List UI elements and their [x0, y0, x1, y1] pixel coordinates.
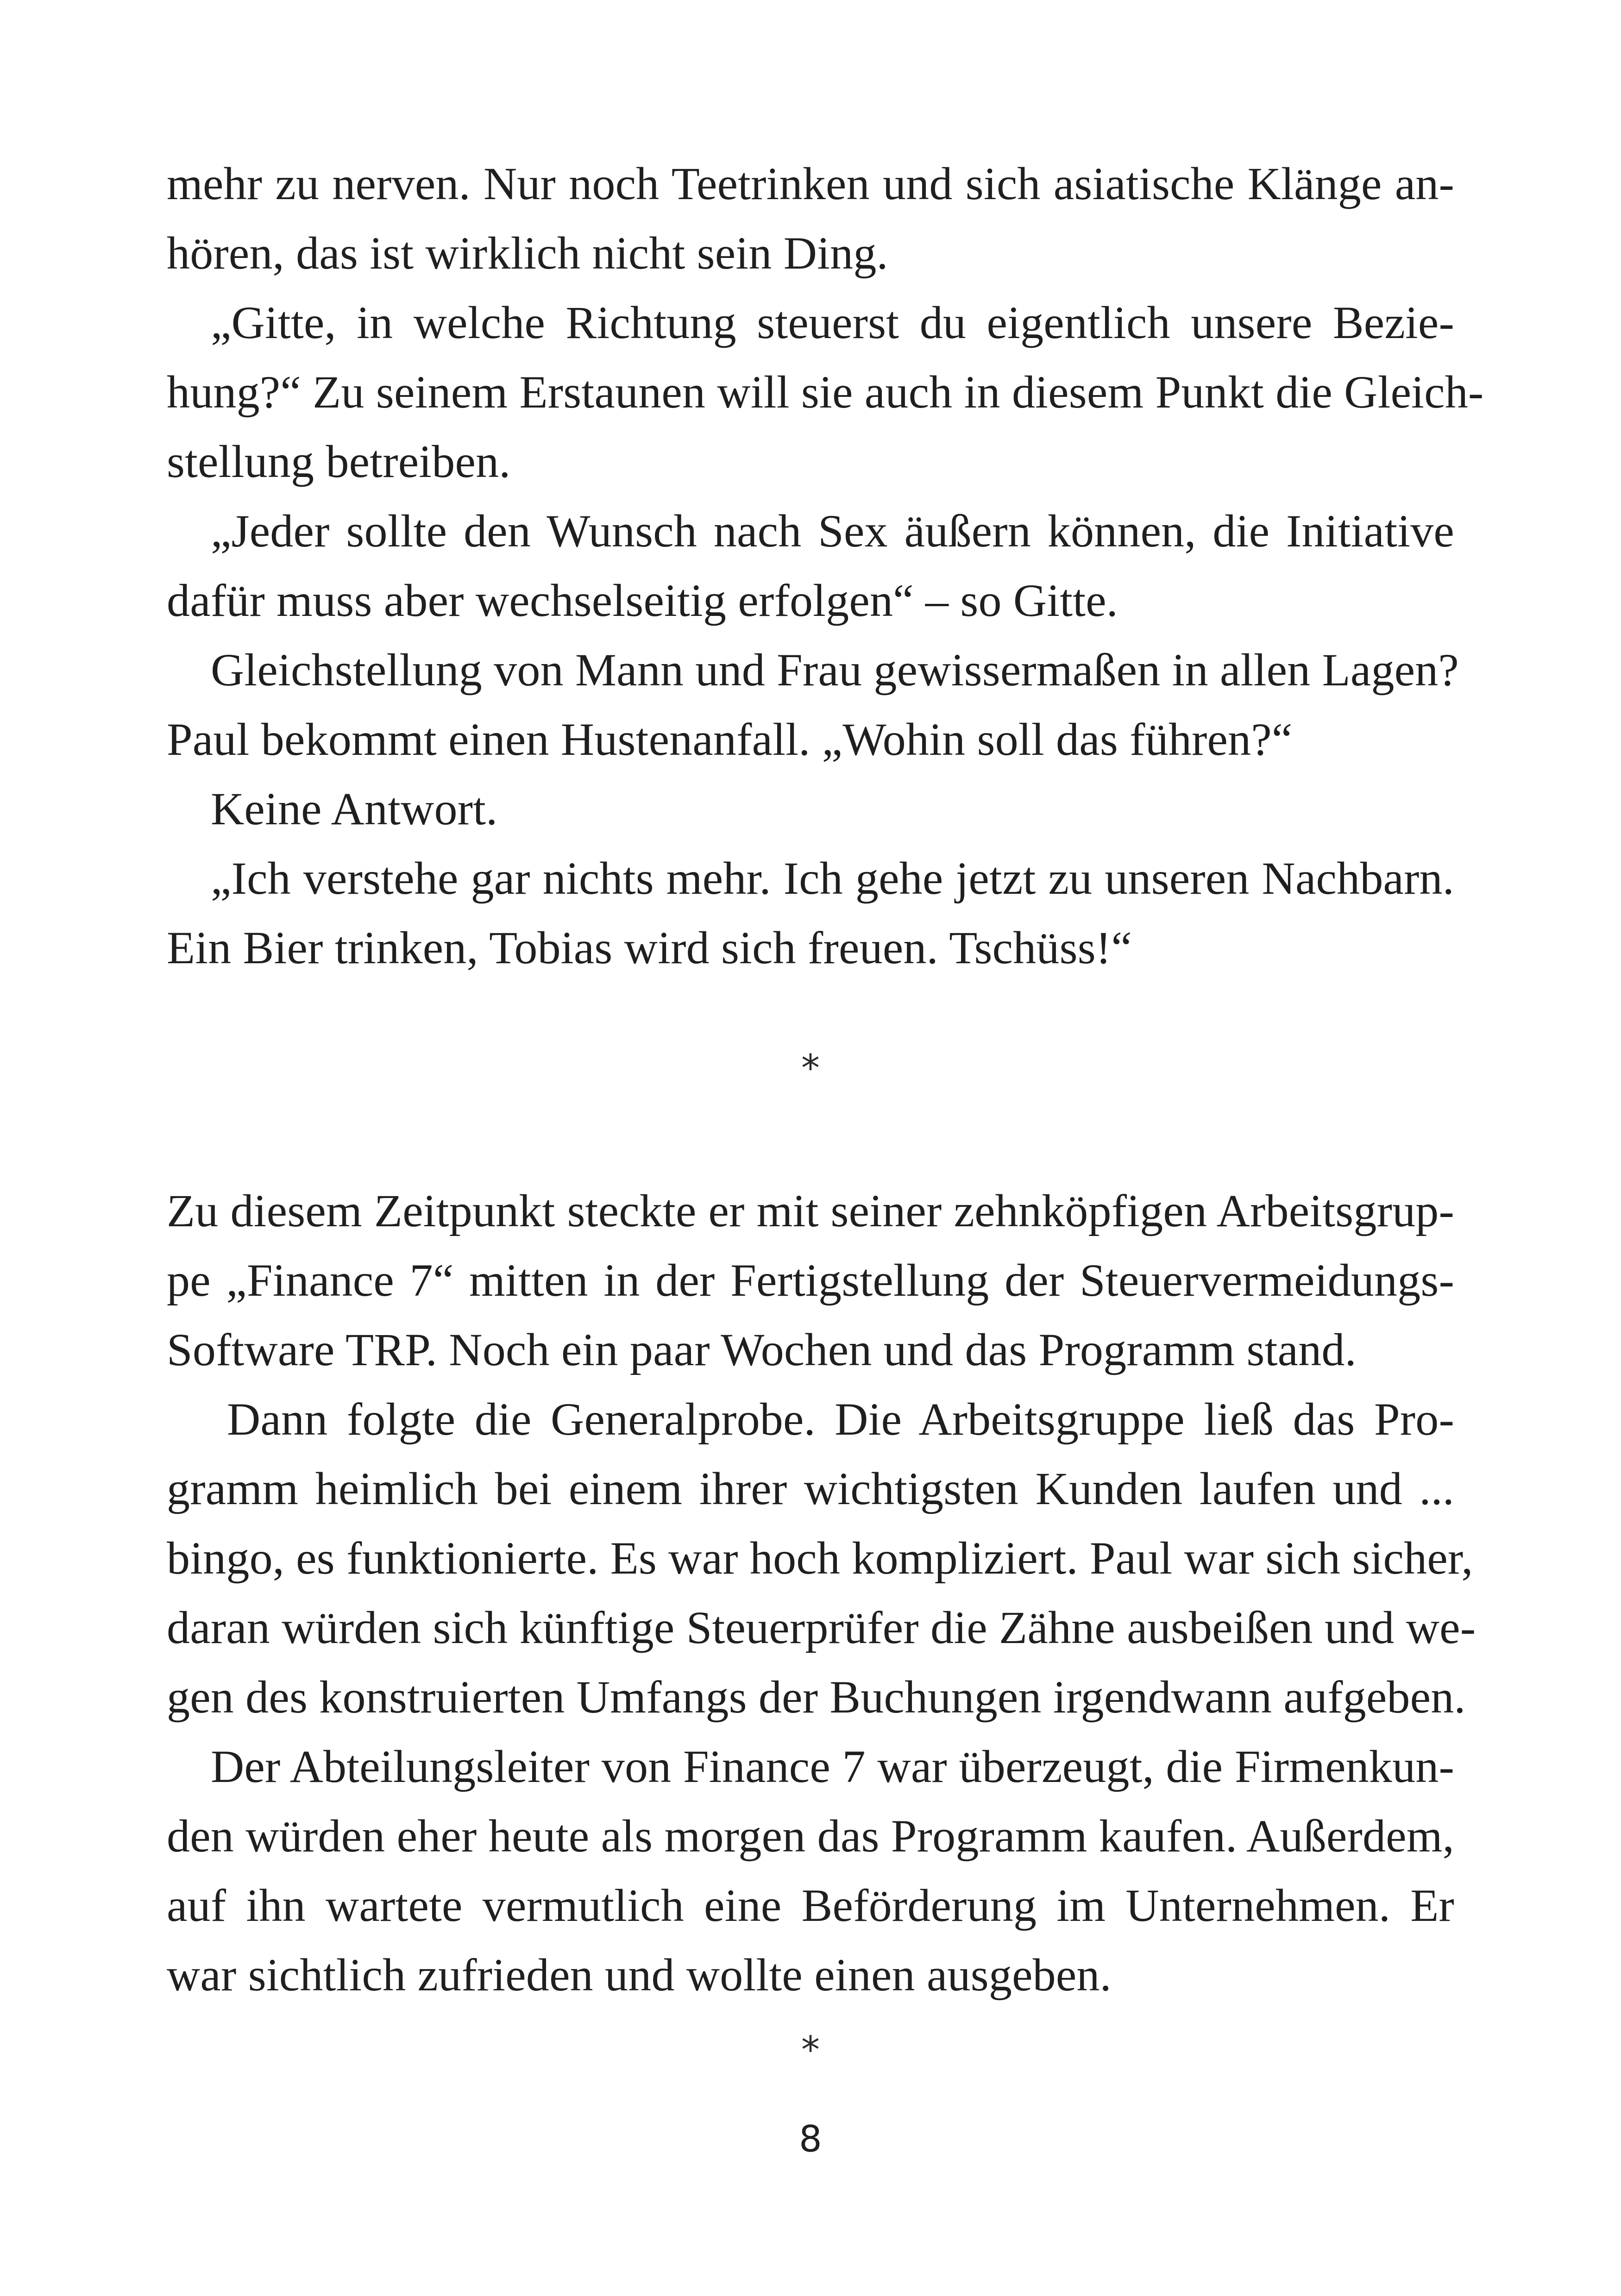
text-line: Keine Antwort. — [211, 783, 498, 834]
text-line: stellung betreiben. — [167, 436, 511, 487]
text-section-1 — [167, 149, 1484, 983]
text-line: war sichtlich zufrieden und wollte einen ausgeben. — [167, 1949, 1112, 2001]
text-line: Gleichstellung von Mann und Frau gewissermaßen in allen Lagen? — [211, 644, 1459, 696]
text-line: Software TRP. Noch ein paar Wochen und das Programm stand. — [167, 1324, 1357, 1375]
text-line: den würden eher heute als morgen das Programm kaufen. Außerdem, — [167, 1810, 1454, 1862]
text-line: dafür muss aber wechselseitig erfolgen“ – so Gitte. — [167, 575, 1118, 626]
text-line: Der Abteilungsleiter von Finance 7 war überzeugt, die Firmenkun- — [211, 1741, 1454, 1792]
text-line: Zu diesem Zeitpunkt steckte er mit seiner zehnköpfigen Arbeitsgrup- — [167, 1185, 1454, 1236]
text-line: „Gitte, in welche Richtung steuerst du eigentlich unsere Bezie- — [211, 297, 1454, 348]
text-line: Paul bekommt einen Hustenanfall. „Wohin soll das führen?“ — [167, 714, 1293, 765]
text-line: gramm heimlich bei einem ihrer wichtigsten Kunden laufen und ... — [167, 1463, 1454, 1514]
text-line: auf ihn wartete vermutlich eine Beförderung im Unternehmen. Er — [167, 1880, 1454, 1931]
text-line: gen des konstruierten Umfangs der Buchungen irgendwann aufgeben. — [167, 1671, 1466, 1723]
section-separator-2: * — [801, 2028, 820, 2071]
text-line: Ein Bier trinken, Tobias wird sich freuen. Tschüss!“ — [167, 922, 1132, 973]
text-line: mehr zu nerven. Nur noch Teetrinken und sich asiatische Klänge an- — [167, 158, 1454, 209]
text-line: daran würden sich künftige Steuerprüfer die Zähne ausbeißen und we- — [167, 1602, 1476, 1653]
text-line: „Ich verstehe gar nichts mehr. Ich gehe jetzt zu unseren Nachbarn. — [211, 853, 1454, 904]
text-section-2 — [167, 1176, 1476, 2010]
text-line: hören, das ist wirklich nicht sein Ding. — [167, 227, 888, 279]
text-line: pe „Finance 7“ mitten in der Fertigstellung der Steuervermeidungs- — [167, 1255, 1454, 1306]
text-line: bingo, es funktionierte. Es war hoch kompliziert. Paul war sich sicher, — [167, 1532, 1473, 1584]
text-line: „Jeder sollte den Wunsch nach Sex äußern können, die Initiative — [211, 505, 1454, 557]
text-line: Dann folgte die Generalprobe. Die Arbeitsgruppe ließ das Pro- — [227, 1393, 1454, 1445]
text-line: hung?“ Zu seinem Erstaunen will sie auch in diesem Punkt die Gleich- — [167, 366, 1484, 418]
page-number: 8 — [799, 2119, 822, 2160]
section-separator-1: * — [801, 1047, 820, 1090]
